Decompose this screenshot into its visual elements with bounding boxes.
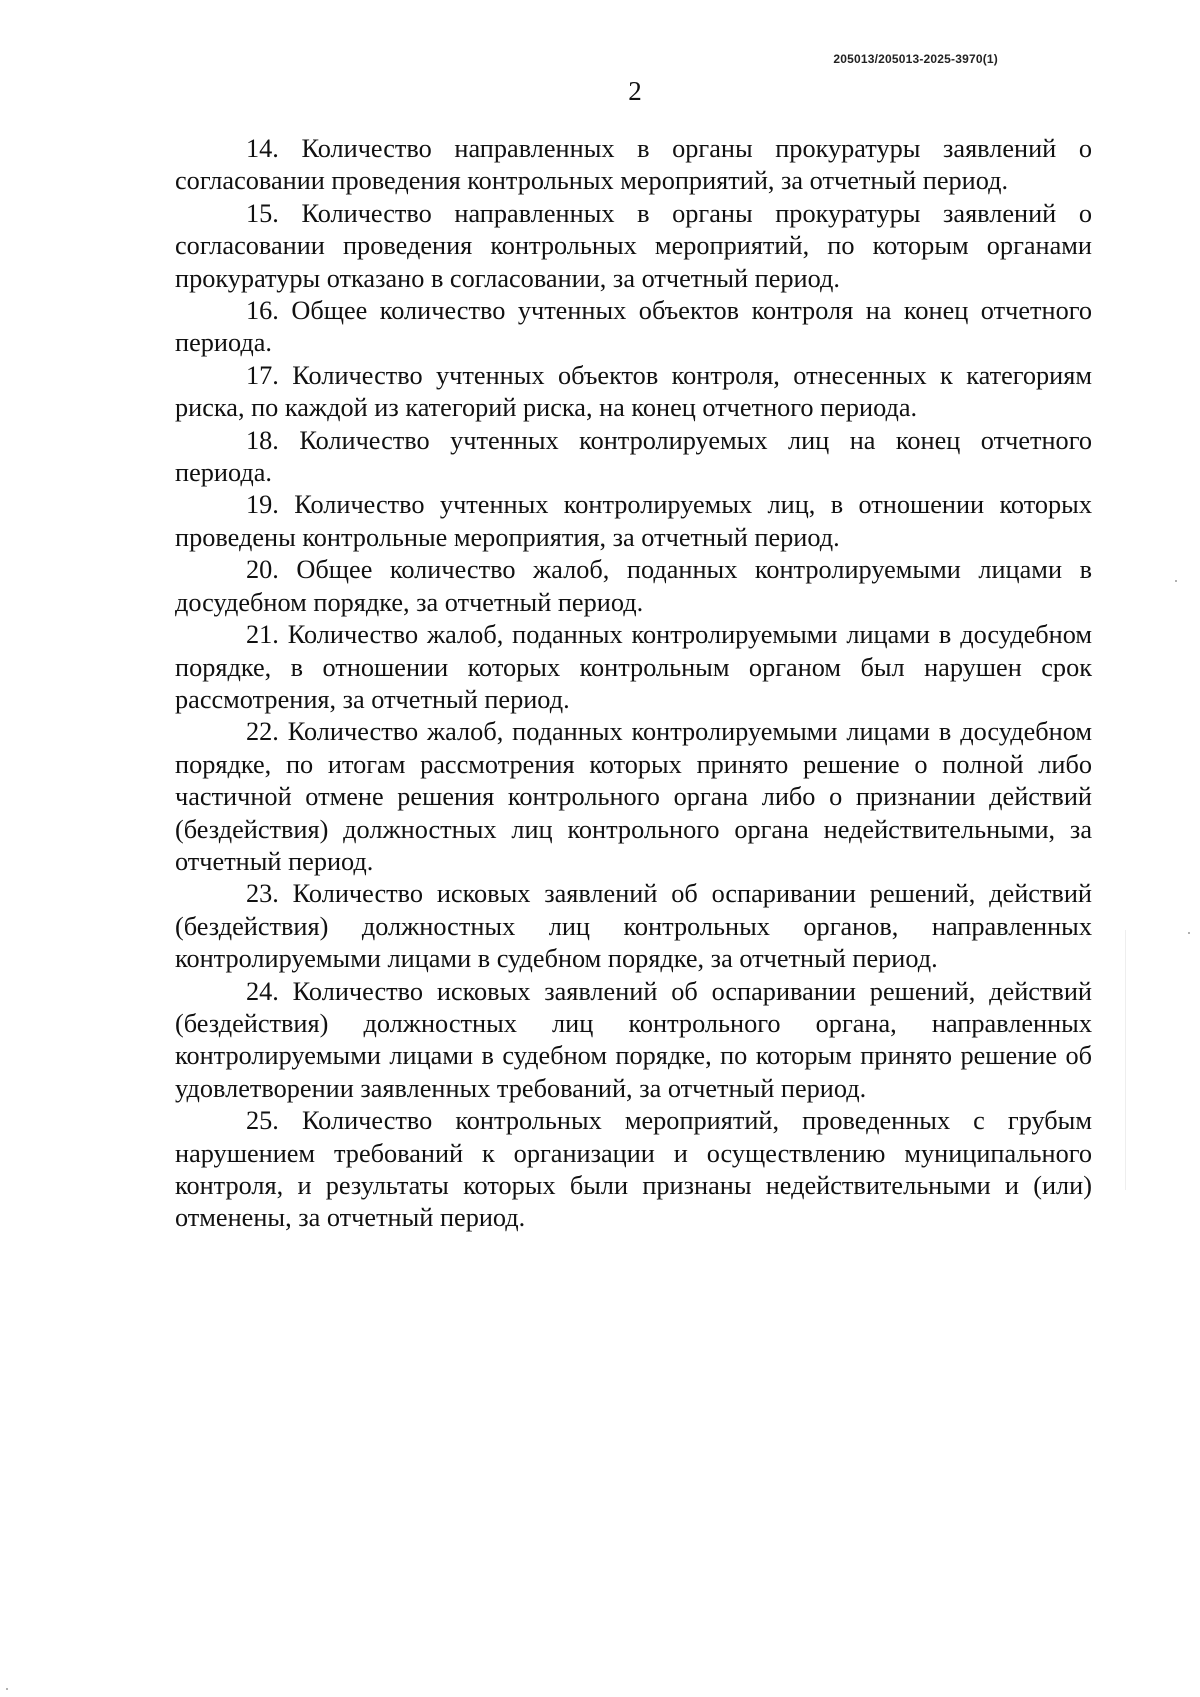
paragraph-16: 16. Общее количество учтенных объектов контроля на конец отчетного периода. xyxy=(175,296,1092,358)
document-body xyxy=(175,133,1092,1235)
paragraph-25: 25. Количество контрольных мероприятий, проведенных с грубым нарушением требований к организации и осуществлению муниципального контроля, и результаты которых были признаны недействительными и (или) отменены, за отчетный период. xyxy=(175,1106,1092,1233)
paragraph-19: 19. Количество учтенных контролируемых лиц, в отношении которых проведены контрольные мероприятия, за отчетный период. xyxy=(175,490,1092,552)
paragraph-21: 21. Количество жалоб, поданных контролируемыми лицами в досудебном порядке, в отношении которых контрольным органом был нарушен срок рассмотрения, за отчетный период. xyxy=(175,620,1092,714)
paragraph-18: 18. Количество учтенных контролируемых лиц на конец отчетного периода. xyxy=(175,425,1092,488)
page-number: 2 xyxy=(628,76,642,106)
scan-speck xyxy=(1188,932,1190,934)
paragraph-14: 14. Количество направленных в органы прокуратуры заявлений о согласовании проведения контрольных мероприятий, за отчетный период. xyxy=(175,134,1092,196)
paragraph-15: 15. Количество направленных в органы прокуратуры заявлений о согласовании проведения контрольных мероприятий, по которым органами прокуратуры отказано в согласовании, за отчетный период. xyxy=(175,198,1092,293)
paragraph-24: 24. Количество исковых заявлений об оспаривании решений, действий (бездействия) должностных лиц контрольного органа, направленных контролируемыми лицами в судебном порядке, по которым принято решение об удовлетворении заявленных требований, за отчетный период. xyxy=(175,976,1092,1103)
paragraph-23: 23. Количество исковых заявлений об оспаривании решений, действий (бездействия) должностных лиц контрольных органов, направленных контролируемыми лицами в судебном порядке, за отчетный период. xyxy=(175,879,1092,974)
document-registration-code: 205013/205013-2025-3970(1) xyxy=(833,52,998,66)
paragraph-17: 17. Количество учтенных объектов контроля, отнесенных к категориям риска, по каждой из категорий риска, на конец отчетного периода. xyxy=(175,360,1092,423)
paragraph-20: 20. Общее количество жалоб, поданных контролируемыми лицами в досудебном порядке, за отчетный период. xyxy=(175,555,1092,617)
scan-speck xyxy=(1175,580,1177,582)
scan-speck xyxy=(6,1688,8,1690)
scan-line xyxy=(1125,930,1126,1190)
paragraph-22: 22. Количество жалоб, поданных контролируемыми лицами в досудебном порядке, по итогам рассмотрения которых принято решение о полной либо частичной отмене решения контрольного органа либо о признании действий (бездействия) должностных лиц контрольного органа недействительными, за отчетный период. xyxy=(175,717,1092,876)
